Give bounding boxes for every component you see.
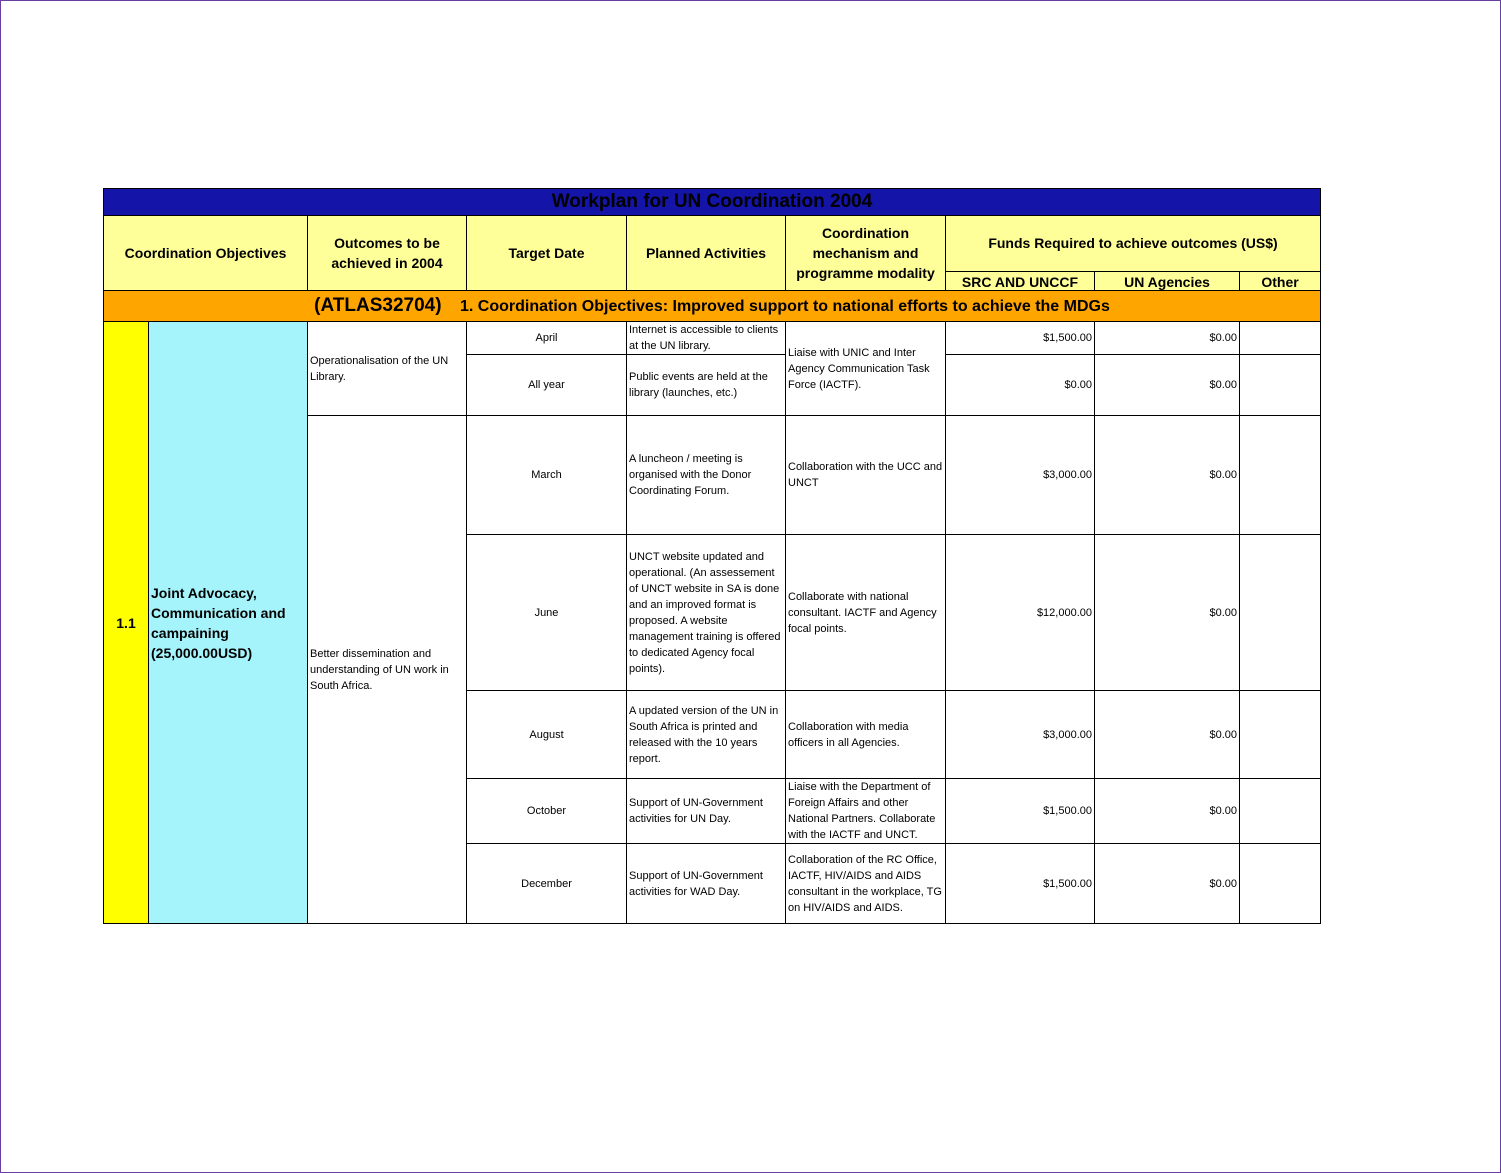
target-date: March: [467, 416, 627, 535]
objective-number: 1.1: [104, 322, 149, 924]
funds-other: [1240, 322, 1321, 355]
coordination-mechanism: Collaboration of the RC Office, IACTF, HIV/AIDS and AIDS consultant in the workplace, TG on HIV/AIDS and AIDS.: [786, 844, 946, 924]
outcome-library: Operationalisation of the UN Library.: [308, 322, 467, 416]
header-outcomes: Outcomes to be achieved in 2004: [308, 216, 467, 291]
section-title: 1. Coordination Objectives: Improved support to national efforts to achieve the MDGs: [460, 298, 1110, 315]
coordination-mechanism: Liaise with the Department of Foreign Affairs and other National Partners. Collaborate with the IACTF and UNCT.: [786, 779, 946, 844]
funds-src: $3,000.00: [946, 691, 1095, 779]
funds-other: [1240, 691, 1321, 779]
funds-src: $12,000.00: [946, 535, 1095, 691]
section-row: [104, 291, 1321, 322]
target-date: June: [467, 535, 627, 691]
target-date: April: [467, 322, 627, 355]
header-coordination-objectives: Coordination Objectives: [104, 216, 308, 291]
workplan-title: Workplan for UN Coordination 2004: [104, 189, 1321, 216]
coordination-mechanism: Collaboration with the UCC and UNCT: [786, 416, 946, 535]
header-planned-activities: Planned Activities: [627, 216, 786, 291]
planned-activity: Public events are held at the library (launches, etc.): [627, 355, 786, 416]
funds-other: [1240, 779, 1321, 844]
funds-agencies: $0.00: [1095, 844, 1240, 924]
planned-activity: A updated version of the UN in South Africa is printed and released with the 10 years report.: [627, 691, 786, 779]
funds-agencies: $0.00: [1095, 416, 1240, 535]
planned-activity: A luncheon / meeting is organised with the Donor Coordinating Forum.: [627, 416, 786, 535]
coordination-mechanism: Collaboration with media officers in all Agencies.: [786, 691, 946, 779]
header-funds: Funds Required to achieve outcomes (US$): [946, 216, 1321, 272]
coordination-mechanism: Collaborate with national consultant. IACTF and Agency focal points.: [786, 535, 946, 691]
objective-text: Joint Advocacy, Communication and campaining (25,000.00USD): [149, 322, 308, 924]
funds-agencies: $0.00: [1095, 535, 1240, 691]
table-row: [104, 322, 1321, 355]
header-mechanism: Coordination mechanism and programme modality: [786, 216, 946, 291]
planned-activity: Internet is accessible to clients at the UN library.: [627, 322, 786, 355]
target-date: October: [467, 779, 627, 844]
outcome-dissemination: Better dissemination and understanding of UN work in South Africa.: [308, 416, 467, 924]
coordination-mechanism: Liaise with UNIC and Inter Agency Communication Task Force (IACTF).: [786, 322, 946, 416]
funds-src: $0.00: [946, 355, 1095, 416]
funds-other: [1240, 535, 1321, 691]
section-code: (ATLAS32704): [314, 295, 442, 316]
header-un-agencies: UN Agencies: [1095, 271, 1240, 290]
header-other: Other: [1240, 271, 1321, 290]
funds-src: $3,000.00: [946, 416, 1095, 535]
funds-src: $1,500.00: [946, 322, 1095, 355]
target-date: August: [467, 691, 627, 779]
planned-activity: Support of UN-Government activities for WAD Day.: [627, 844, 786, 924]
funds-other: [1240, 416, 1321, 535]
funds-src: $1,500.00: [946, 779, 1095, 844]
header-row: [104, 216, 1321, 272]
funds-agencies: $0.00: [1095, 779, 1240, 844]
funds-agencies: $0.00: [1095, 322, 1240, 355]
funds-agencies: $0.00: [1095, 355, 1240, 416]
section-heading: [104, 291, 1321, 322]
header-target-date: Target Date: [467, 216, 627, 291]
planned-activity: UNCT website updated and operational. (An assessement of UNCT website in SA is done and an improved format is proposed. A website management training is offered to dedicated Agency focal points).: [627, 535, 786, 691]
workplan-table: [103, 188, 1321, 924]
title-row: [104, 189, 1321, 216]
funds-src: $1,500.00: [946, 844, 1095, 924]
funds-other: [1240, 355, 1321, 416]
funds-agencies: $0.00: [1095, 691, 1240, 779]
funds-other: [1240, 844, 1321, 924]
planned-activity: Support of UN-Government activities for UN Day.: [627, 779, 786, 844]
target-date: All year: [467, 355, 627, 416]
target-date: December: [467, 844, 627, 924]
header-src-unccf: SRC AND UNCCF: [946, 271, 1095, 290]
